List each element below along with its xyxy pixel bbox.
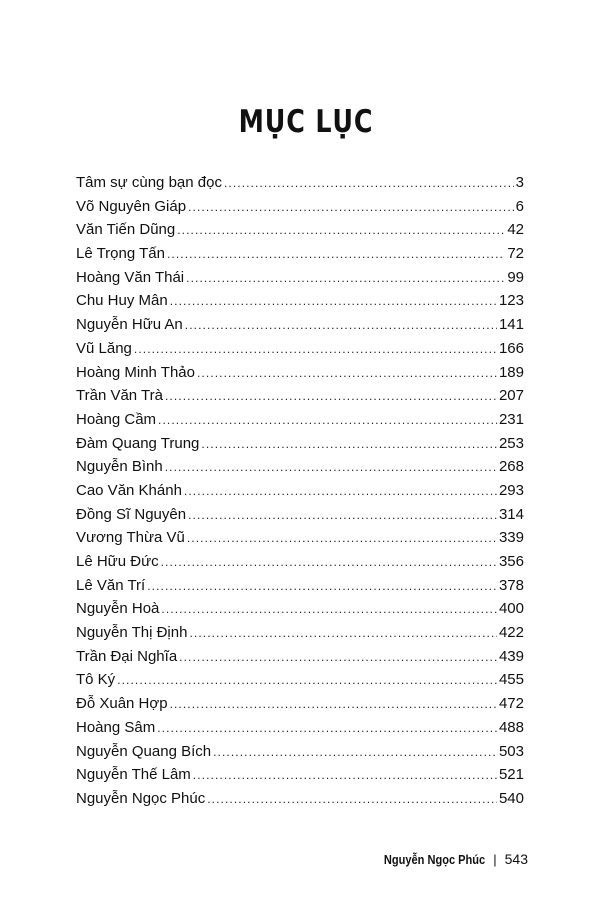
toc-entry-title: Hoàng Cầm [76, 410, 157, 428]
toc-entry[interactable] [76, 432, 524, 456]
toc-entry-page: 3 [515, 174, 524, 191]
dot-leader [184, 480, 497, 504]
toc-entry[interactable] [76, 361, 524, 385]
dot-leader [186, 267, 505, 291]
toc-entry[interactable] [76, 574, 524, 598]
toc-entry[interactable] [76, 763, 524, 787]
toc-entry-page: 503 [498, 742, 524, 760]
toc-entry[interactable] [76, 740, 524, 764]
toc-entry[interactable] [76, 503, 524, 527]
toc-entry-page: 422 [498, 624, 524, 642]
toc-entry-title: Trần Văn Trà [76, 387, 163, 405]
dot-leader [224, 172, 514, 196]
toc-entry-title: Hoàng Văn Thái [76, 268, 185, 286]
dot-leader [161, 551, 497, 575]
toc-entry-title: Hoàng Sâm [76, 718, 156, 736]
toc-entry-page: 540 [498, 789, 524, 807]
toc-entry-page: 6 [515, 197, 524, 215]
toc-entry-page: 378 [498, 576, 524, 594]
dot-leader [197, 362, 497, 386]
dot-leader [189, 622, 497, 646]
toc-entry-title: Văn Tiến Dũng [76, 221, 176, 239]
toc-entry[interactable] [76, 242, 524, 266]
toc-entry-title: Tô Ký [76, 671, 116, 689]
dot-leader [207, 788, 497, 812]
toc-entry-page: 253 [498, 434, 524, 452]
footer-page-number: 543 [504, 851, 528, 867]
toc-entry-title: Lê Trọng Tấn [76, 245, 165, 263]
toc-entry-title: Lê Hữu Đức [76, 553, 159, 570]
dot-leader [167, 243, 505, 267]
toc-entry-page: 231 [498, 410, 524, 428]
toc-entry-title: Vũ Lăng [76, 339, 132, 357]
toc-entry-page: 339 [498, 529, 524, 547]
toc-entry-title: Nguyễn Quang Bích [76, 742, 212, 760]
toc-entry[interactable] [76, 787, 524, 811]
toc-entry-title: Hoàng Minh Thảo [76, 363, 195, 381]
toc-entry-title: Tâm sự cùng bạn đọc [76, 174, 222, 191]
toc-entry[interactable] [76, 266, 524, 290]
toc-entry-page: 207 [498, 387, 524, 405]
toc-entry[interactable] [76, 597, 524, 621]
toc-entry-title: Nguyễn Hoà [76, 600, 160, 618]
toc-entry[interactable] [76, 408, 524, 432]
toc-entry[interactable] [76, 218, 524, 242]
toc-entry[interactable] [76, 313, 524, 337]
dot-leader [165, 456, 497, 480]
toc-entry-title: Đỗ Xuân Hợp [76, 695, 168, 713]
toc-entry-page: 189 [498, 363, 524, 381]
toc-entry-title: Nguyễn Thị Định [76, 624, 188, 642]
toc-entry-page: 293 [498, 481, 524, 499]
dot-leader [157, 717, 497, 741]
toc-entry-page: 472 [498, 695, 524, 713]
toc-entry[interactable] [76, 171, 524, 195]
dot-leader [187, 527, 497, 551]
toc-entry[interactable] [76, 692, 524, 716]
toc-entry-title: Cao Văn Khánh [76, 481, 182, 499]
footer-author: Nguyễn Ngọc Phúc [383, 852, 486, 867]
toc-entry-title: Nguyễn Hữu An [76, 316, 183, 334]
toc-entry-title: Võ Nguyên Giáp [76, 197, 187, 215]
toc-entry[interactable] [76, 550, 524, 574]
toc-entry-page: 268 [498, 458, 524, 476]
page-footer [366, 851, 528, 867]
toc-entry-title: Lê Văn Trí [76, 576, 146, 594]
dot-leader [147, 575, 497, 599]
dot-leader [165, 385, 497, 409]
toc-entry-page: 166 [498, 339, 524, 357]
toc-entry-title: Đàm Quang Trung [76, 434, 200, 452]
toc-entry-title: Trần Đại Nghĩa [76, 647, 178, 665]
dot-leader [213, 741, 497, 765]
toc-entry[interactable] [76, 384, 524, 408]
toc-entry[interactable] [76, 195, 524, 219]
toc-entry[interactable] [76, 716, 524, 740]
dot-leader [134, 338, 497, 362]
dot-leader [185, 314, 497, 338]
toc-entry-page: 400 [498, 600, 524, 618]
toc-entry[interactable] [76, 479, 524, 503]
toc-entry-title: Nguyễn Bình [76, 458, 163, 476]
toc-entry-page: 314 [498, 505, 524, 523]
page-title: MỤC LỤC [238, 104, 374, 140]
toc-entry-title: Chu Huy Mân [76, 292, 168, 310]
dot-leader [201, 433, 497, 457]
toc-entry[interactable] [76, 668, 524, 692]
footer-separator: | [493, 852, 497, 867]
toc-entry-page: 42 [507, 221, 524, 239]
toc-entry-page: 488 [498, 718, 524, 736]
toc-entry[interactable] [76, 455, 524, 479]
toc-entry[interactable] [76, 645, 524, 669]
dot-leader [161, 598, 497, 622]
toc-entry-title: Vương Thừa Vũ [76, 529, 185, 547]
toc-entry[interactable] [76, 337, 524, 361]
toc-entry[interactable] [76, 289, 524, 313]
toc-entry-title: Đồng Sĩ Nguyên [76, 505, 187, 523]
table-of-contents [76, 171, 524, 811]
dot-leader [193, 764, 497, 788]
toc-entry-page: 439 [498, 647, 524, 665]
dot-leader [177, 219, 505, 243]
dot-leader [188, 504, 497, 528]
dot-leader [179, 646, 497, 670]
toc-entry-title: Nguyễn Thế Lâm [76, 766, 191, 784]
toc-entry-page: 141 [498, 316, 524, 334]
dot-leader [158, 409, 497, 433]
toc-entry-page: 72 [507, 245, 524, 263]
dot-leader [170, 290, 497, 314]
dot-leader [117, 669, 497, 693]
toc-entry-page: 99 [507, 268, 524, 286]
toc-entry[interactable] [76, 621, 524, 645]
toc-entry-page: 123 [498, 292, 524, 310]
toc-entry[interactable] [76, 526, 524, 550]
toc-entry-page: 455 [498, 671, 524, 689]
toc-entry-page: 521 [498, 766, 524, 784]
toc-entry-title: Nguyễn Ngọc Phúc [76, 789, 206, 807]
toc-entry-page: 356 [498, 553, 524, 570]
dot-leader [188, 196, 514, 220]
dot-leader [170, 693, 497, 717]
